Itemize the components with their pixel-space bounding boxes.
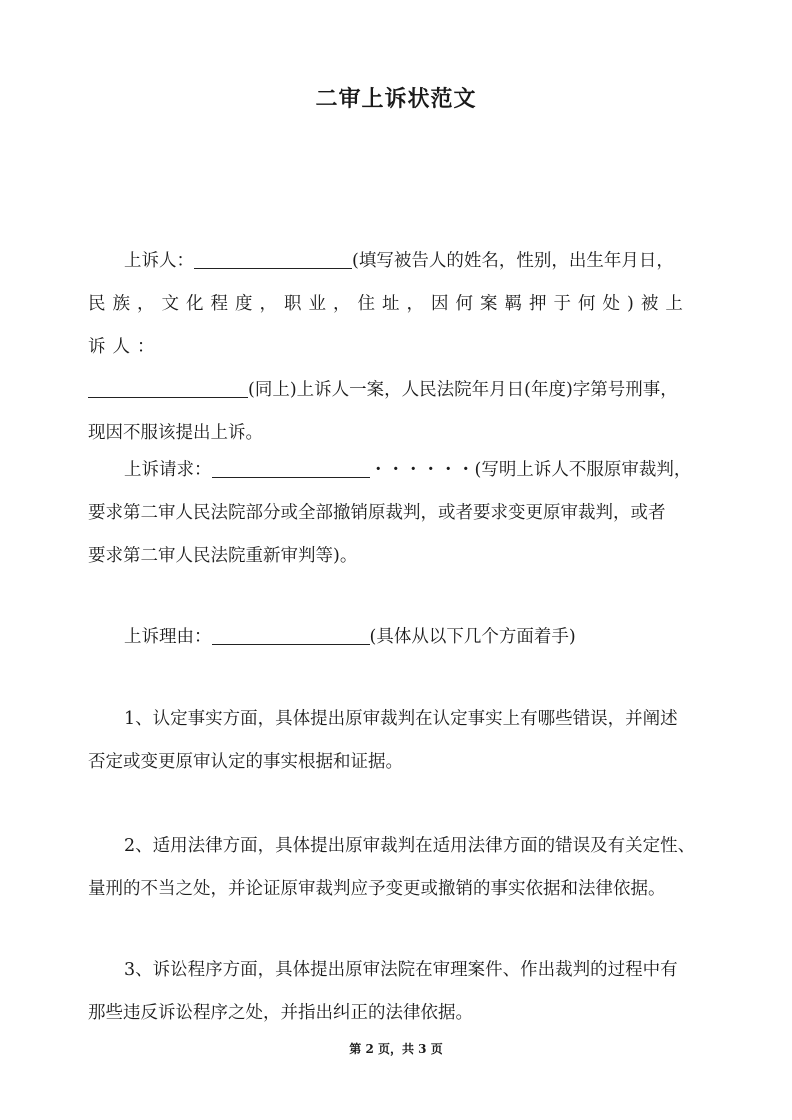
- appellant-label: 上诉人：: [124, 251, 194, 271]
- appellant-line-2: 民族，文化程度，职业，住址，因何案羁押于何处)被上诉人：: [88, 294, 690, 357]
- request-line-3: 要求第二审人民法院重新审判等)。: [88, 546, 358, 566]
- reason-line-1: [88, 616, 708, 659]
- item-2-line-2: 量刑的不当之处，并论证原审裁判应予变更或撤销的事实依据和法律依据。: [88, 879, 666, 899]
- reason-blank[interactable]: [212, 627, 370, 646]
- request-line-2: 要求第二审人民法院部分或全部撤销原裁判，或者要求变更原审裁判，或者: [88, 503, 666, 523]
- item-1-line-2: 否定或变更原审认定的事实根据和证据。: [88, 752, 403, 772]
- appellant-line-4: 现因不服该提出上诉。: [88, 423, 263, 443]
- document-title: 二审上诉状范文: [315, 86, 477, 112]
- item-1-line-1: [88, 698, 708, 741]
- request-dots: ・・・・・・: [369, 460, 475, 480]
- item-3-paragraph: [88, 949, 708, 1035]
- item-2-text: 2、适用法律方面，具体提出原审裁判在适用法律方面的错误及有关定性、: [124, 836, 696, 856]
- request-paragraph: [88, 449, 708, 578]
- appellant-note: (填写被告人的姓名，性别，出生年月日，: [352, 251, 674, 271]
- request-note: (写明上诉人不服原审裁判，: [474, 460, 692, 480]
- item-2-line-1: [88, 825, 708, 868]
- appellant-paragraph: [88, 240, 708, 455]
- respondent-note: (同上)上诉人一案，人民法院年月日(年度)字第号刑事，: [248, 380, 678, 400]
- item-3-line-2: 那些违反诉讼程序之处，并指出纠正的法律依据。: [88, 1003, 473, 1023]
- appellant-line-3: [88, 369, 708, 412]
- appellant-name-blank[interactable]: [194, 251, 352, 270]
- item-3-line-1: [88, 949, 708, 992]
- item-1-paragraph: [88, 698, 708, 784]
- page-indicator: 第 2 页，共 3 页: [349, 1042, 443, 1056]
- item-1-text: 1、认定事实方面，具体提出原审裁判在认定事实上有哪些错误，并阐述: [124, 709, 678, 729]
- reason-note: (具体从以下几个方面着手): [369, 627, 576, 647]
- respondent-name-blank[interactable]: [88, 380, 248, 399]
- item-2-paragraph: [88, 825, 708, 911]
- request-blank[interactable]: [212, 460, 370, 479]
- reason-label: 上诉理由：: [124, 627, 212, 647]
- appellant-line-1: [88, 240, 708, 283]
- reason-paragraph: [88, 616, 708, 659]
- item-3-text: 3、诉讼程序方面，具体提出原审法院在审理案件、作出裁判的过程中有: [124, 960, 678, 980]
- request-label: 上诉请求：: [124, 460, 212, 480]
- request-line-1: [88, 449, 708, 492]
